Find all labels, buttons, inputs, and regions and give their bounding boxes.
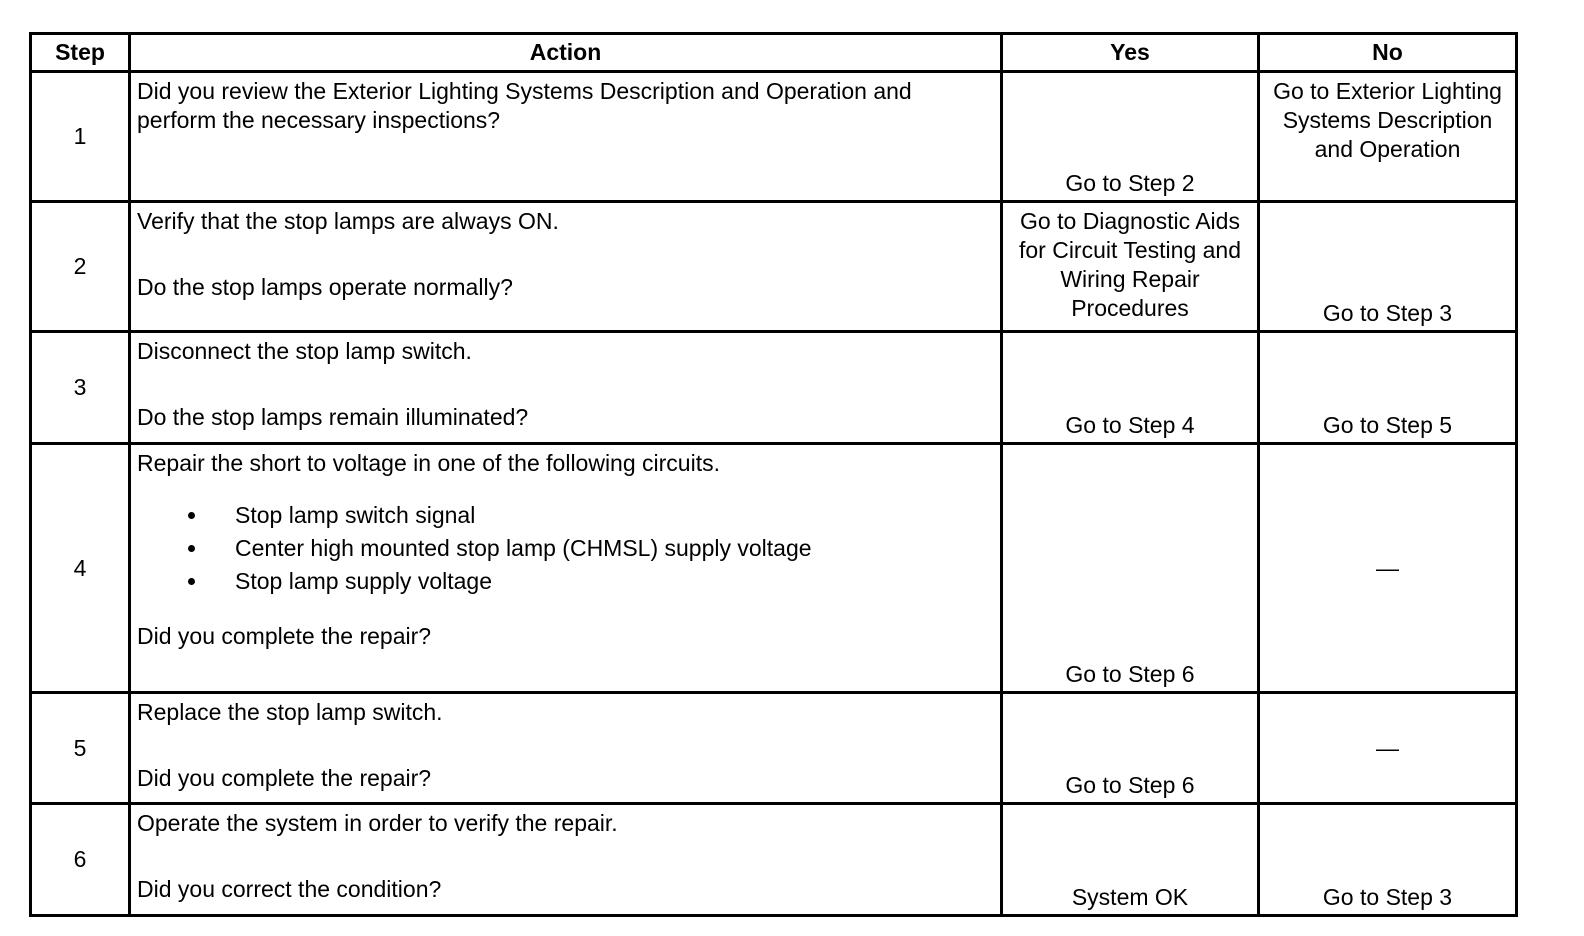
action-cell	[130, 693, 1002, 804]
step-number: 3	[31, 332, 130, 444]
table-row	[31, 72, 1517, 202]
action-text: Verify that the stop lamps are always ON.	[137, 208, 559, 234]
no-cell: —	[1259, 444, 1517, 693]
table-row	[31, 202, 1517, 332]
action-text: Operate the system in order to verify the repair.	[137, 810, 618, 836]
step-number: 1	[31, 72, 130, 202]
yes-cell: Go to Step 6	[1002, 444, 1259, 693]
step-number: 4	[31, 444, 130, 693]
step-number: 5	[31, 693, 130, 804]
list-item: Stop lamp switch signal	[137, 499, 994, 532]
action-cell	[130, 72, 1002, 202]
list-item: Center high mounted stop lamp (CHMSL) supply voltage	[137, 532, 994, 565]
no-cell: Go to Step 3	[1259, 202, 1517, 332]
step-number: 6	[31, 804, 130, 916]
action-text: Disconnect the stop lamp switch.	[137, 338, 472, 364]
header-action: Action	[130, 34, 1002, 72]
yes-cell: Go to Step 6	[1002, 693, 1259, 804]
action-cell	[130, 332, 1002, 444]
header-row	[31, 34, 1517, 72]
action-cell	[130, 202, 1002, 332]
circuit-list	[137, 499, 994, 598]
header-no: No	[1259, 34, 1517, 72]
action-text: Repair the short to voltage in one of the following circuits.	[137, 450, 720, 476]
header-yes: Yes	[1002, 34, 1259, 72]
action-question: Do the stop lamps operate normally?	[137, 274, 513, 300]
action-question: Do the stop lamps remain illuminated?	[137, 404, 529, 430]
action-text: Replace the stop lamp switch.	[137, 699, 443, 725]
action-question: Did you complete the repair?	[137, 765, 432, 791]
no-cell: Go to Step 3	[1259, 804, 1517, 916]
action-text: Did you review the Exterior Lighting Systems Description and Operation and perform the necessary inspections?	[137, 78, 912, 133]
step-number: 2	[31, 202, 130, 332]
list-item: Stop lamp supply voltage	[137, 565, 994, 598]
no-cell: —	[1259, 693, 1517, 804]
action-question: Did you correct the condition?	[137, 876, 442, 902]
table-row	[31, 804, 1517, 916]
action-question: Did you complete the repair?	[137, 623, 432, 649]
table-row	[31, 332, 1517, 444]
yes-cell: System OK	[1002, 804, 1259, 916]
action-cell	[130, 804, 1002, 916]
no-cell: Go to Step 5	[1259, 332, 1517, 444]
table-row	[31, 444, 1517, 693]
table-row	[31, 693, 1517, 804]
action-cell	[130, 444, 1002, 693]
no-cell: Go to Exterior Lighting Systems Description and Operation	[1259, 72, 1517, 202]
yes-cell: Go to Diagnostic Aids for Circuit Testing and Wiring Repair Procedures	[1002, 202, 1259, 332]
header-step: Step	[31, 34, 130, 72]
yes-cell: Go to Step 2	[1002, 72, 1259, 202]
yes-cell: Go to Step 4	[1002, 332, 1259, 444]
diagnostic-table	[29, 32, 1518, 917]
